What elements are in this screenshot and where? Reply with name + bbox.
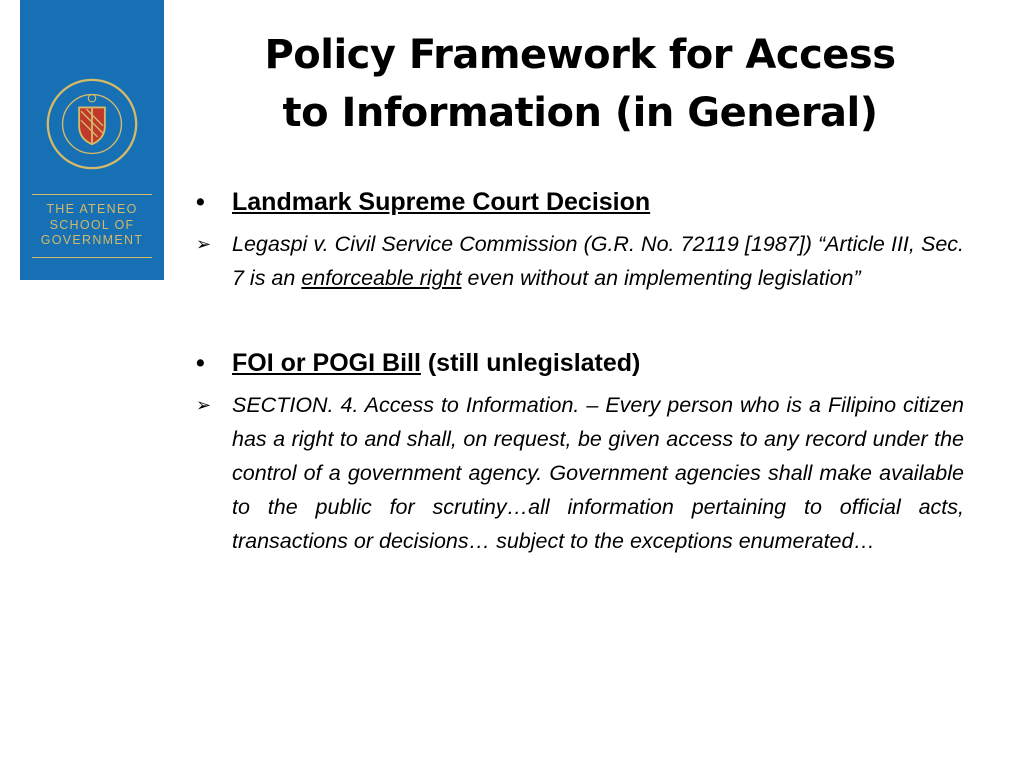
section-heading: Landmark Supreme Court Decision — [232, 188, 651, 216]
sub-text-underlined: enforceable right — [301, 266, 462, 290]
section-heading: FOI or POGI Bill — [232, 349, 421, 377]
sub-point-text: SECTION. 4. Access to Information. – Every person who is a Filipino citizen has a right to and shall, on request, be given access to any record under the control of a government agency. Government agencies shall make available to the public for scrutiny…all information pertaining to official acts, transactions or decisions… subject to the exceptions enumerated… — [232, 393, 964, 553]
logo-text-line1: THE ATENEO — [46, 202, 138, 216]
slide-content — [196, 188, 964, 558]
slide-title-line1: Policy Framework for Access — [264, 32, 896, 78]
bullet-heading — [196, 188, 964, 217]
bullet-heading — [196, 349, 964, 378]
logo-rule-bottom — [32, 257, 152, 258]
sub-point-text — [232, 227, 964, 295]
section-foi-bill — [196, 349, 964, 558]
arrow-bullet-icon: ➢ — [196, 395, 212, 415]
sub-point — [196, 227, 964, 295]
slide-title-line2: to Information (in General) — [282, 90, 878, 136]
ateneo-school-of-government-logo — [20, 0, 164, 280]
arrow-bullet-icon: ➢ — [196, 234, 212, 254]
sub-text-after: even without an implementing legislation” — [461, 266, 861, 290]
bullet-dot-icon: • — [196, 349, 205, 377]
bullet-dot-icon: • — [196, 188, 205, 216]
logo-text-line2: SCHOOL OF — [49, 217, 135, 232]
sub-point — [196, 388, 964, 558]
sub-text-before: Legaspi v. Civil Service Commission (G.R. No. 72119 [1987]) “Article III, Sec. 7 is an — [232, 232, 964, 290]
logo-rule-top — [32, 194, 152, 195]
slide-title — [190, 26, 970, 142]
section-supreme-court — [196, 188, 964, 295]
section-heading-suffix: (still unlegislated) — [420, 349, 641, 377]
ateneo-seal-icon — [46, 78, 138, 170]
logo-text-line3: GOVERNMENT — [40, 233, 144, 247]
logo-text — [32, 202, 152, 249]
